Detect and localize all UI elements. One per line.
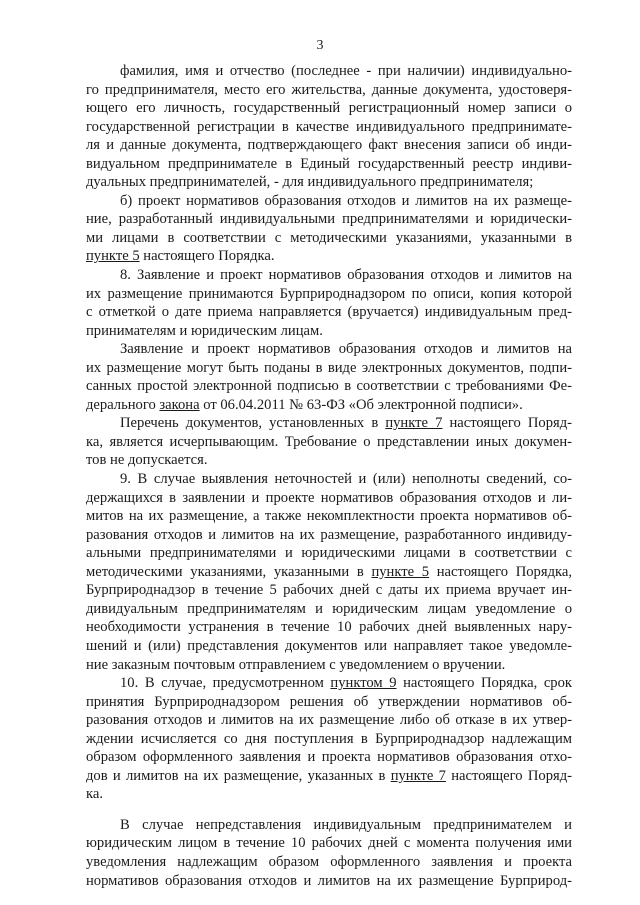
text-line: митов на их размещение, а также некомплектности проекта нормативов об-	[86, 508, 572, 525]
text-line: пункте 5 настоящего Порядка.	[86, 248, 275, 265]
text-line: 9. В случае выявления неточностей и (или) неполноты сведений, со-	[120, 471, 572, 488]
text-line: ние заказным почтовым отправлением с уведомлением о вручении.	[86, 656, 506, 673]
reference-link-punkt-5[interactable]: пункте 5	[86, 248, 140, 265]
text-line: принятия Бурприроднадзором решения об утверждении нормативов об-	[86, 693, 572, 710]
text-line: дов и лимитов на их размещение, указанных в пункте 7 настоящего Поряд-	[86, 767, 572, 784]
text-line: принимателям и юридическим лицам.	[86, 322, 323, 339]
text-line: их размещение могут быть поданы в виде электронных документов, подпи-	[86, 359, 572, 376]
text-line: го предпринимателя, место его жительства, данные документа, удостоверя-	[86, 81, 572, 98]
reference-link-zakon[interactable]: закона	[159, 396, 200, 413]
text-line: разования отходов и лимитов на их размещение либо об отказе в их утвер-	[86, 712, 572, 729]
reference-link-punkt-7[interactable]: пункте 7	[385, 415, 443, 432]
text-line: Бурприроднадзор в течение 5 рабочих дней с даты их приема вручает ин-	[86, 582, 572, 599]
text-line: их размещение принимаются Бурприроднадзором по описи, копия которой	[86, 285, 572, 302]
text-line: ка, является исчерпывающим. Требование о представлении иных докумен-	[86, 433, 572, 450]
text-line: Заявление и проект нормативов образования отходов и лимитов на	[120, 341, 572, 358]
text-line: держащихся в заявлении и проекте нормативов образования отходов и ли-	[86, 489, 572, 506]
text-line: разования отходов и лимитов на их размещение, разработанного индивиду-	[86, 526, 572, 543]
text-line: дивидуальным предпринимателям и юридическим лицам уведомление о	[86, 600, 572, 617]
reference-link-punkt-7[interactable]: пункте 7	[390, 767, 446, 784]
text-line: дерального закона от 06.04.2011 № 63-ФЗ «Об электронной подписи».	[86, 396, 523, 413]
text-line: юридическим лицом в течение 10 рабочих дней с момента получения ими	[86, 835, 572, 852]
text-line: Перечень документов, установленных в пункте 7 настоящего Поряд-	[120, 415, 572, 432]
text-line: тов не допускается.	[86, 452, 208, 469]
page-number: 3	[316, 38, 324, 53]
text-line: нормативов образования отходов и лимитов на их размещение Бурприрод-	[86, 872, 572, 889]
text-line: ми лицами в соответствии с методическими указаниями, указанными в	[86, 229, 572, 246]
text-line: 8. Заявление и проект нормативов образования отходов и лимитов на	[120, 267, 572, 284]
text-line: видуальном предпринимателе в Единый государственный реестр индиви-	[86, 155, 572, 172]
text-line: санных простой электронной подписью в соответствии с требованиями Фе-	[86, 378, 572, 395]
text-line: фамилия, имя и отчество (последнее - при наличии) индивидуально-	[120, 63, 572, 79]
reference-link-punkt-5[interactable]: пункте 5	[371, 563, 430, 580]
text-line: ка.	[86, 786, 103, 803]
text-line: государственной регистрации в качестве индивидуального предпринимате-	[86, 118, 572, 135]
text-line: В случае непредставления индивидуальным предпринимателем и	[120, 816, 572, 833]
text-line: дуальных предпринимателей, - для индивидуального предпринимателя;	[86, 174, 534, 191]
text-line: ля и данные документа, подтверждающего факт внесения записи об инди-	[86, 137, 572, 154]
text-line: ние, разработанный индивидуальными предпринимателями и юридически-	[86, 211, 572, 228]
document-body	[86, 62, 572, 890]
text-line: образом оформленного заявления и проекта нормативов образования отхо-	[86, 749, 572, 766]
text-line: ждении исчисляется со дня поступления в Бурприроднадзор надлежащим	[86, 730, 572, 747]
text-line: с отметкой о дате приема направляется (вручается) индивидуальным пред-	[86, 304, 572, 321]
text-line: альными предпринимателями и юридическими лицами в соответствии с	[86, 545, 572, 562]
text-line: ющего его личность, государственный регистрационный номер записи о	[86, 100, 572, 117]
text-line: необходимости устранения в течение 10 рабочих дней выявленных нару-	[86, 619, 572, 636]
text-line: б) проект нормативов образования отходов и лимитов на их размеще-	[120, 192, 572, 209]
reference-link-punkt-9[interactable]: пунктом 9	[330, 675, 397, 692]
text-line: 10. В случае, предусмотренном пунктом 9 настоящего Порядка, срок	[120, 675, 572, 692]
text-line: методическими указаниями, указанными в пункте 5 настоящего Порядка,	[86, 563, 572, 580]
text-line: шений и (или) представления документов или направляет такое уведомле-	[86, 637, 572, 654]
paragraph-gap	[86, 804, 572, 816]
text-line: уведомления надлежащим образом оформленного заявления и проекта	[86, 853, 572, 870]
